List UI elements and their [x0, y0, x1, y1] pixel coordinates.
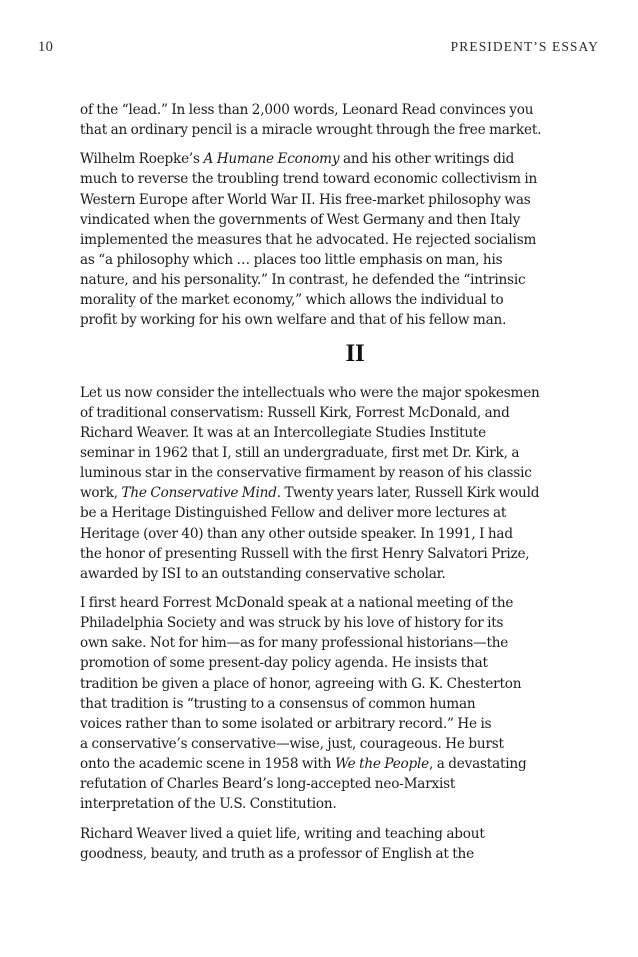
- text-line: a conservative’s conservative—wise, just, courageous. He burst: [80, 735, 504, 752]
- section-heading: II: [345, 339, 365, 367]
- italic-title: A Humane Economy: [203, 151, 340, 168]
- text-line: as “a philosophy which … places too little emphasis on man, his: [80, 251, 503, 268]
- paragraph-gap: [80, 815, 560, 824]
- text-line: own sake. Not for him—as for many professional historians—the: [80, 635, 509, 652]
- paragraph: [80, 149, 560, 330]
- text-line: luminous star in the conservative firmament by reason of his classic: [80, 465, 532, 482]
- text-line: Philadelphia Society and was struck by his love of history for its: [80, 615, 504, 632]
- text-line: of the “lead.” In less than 2,000 words, Leonard Read convinces you: [80, 102, 534, 118]
- text-line: of traditional conservatism: Russell Kirk, Forrest McDonald, and: [80, 404, 510, 421]
- text-line: nature, and his personality.” In contrast, he defended the “intrinsic: [80, 272, 526, 289]
- text-line: be a Heritage Distinguished Fellow and deliver more lectures at: [80, 505, 507, 522]
- running-header: [38, 39, 599, 59]
- text-line: promotion of some present-day policy agenda. He insists that: [80, 655, 488, 672]
- paragraph: [80, 593, 560, 815]
- text-line: morality of the market economy,” which allows the individual to: [80, 292, 504, 309]
- italic-title: The Conservative Mind: [121, 485, 277, 502]
- text-line: that an ordinary pencil is a miracle wrought through the free market.: [80, 122, 542, 139]
- text-line: vindicated when the governments of West Germany and then Italy: [80, 211, 521, 228]
- text-line: that tradition is “trusting to a consensus of common human: [80, 695, 476, 712]
- text-line: interpretation of the U.S. Constitution.: [80, 796, 337, 813]
- line-text-after: , a devastating: [429, 756, 527, 773]
- line-text-before: work,: [80, 485, 122, 502]
- italic-title: We the People: [334, 756, 430, 773]
- line-text-before: onto the academic scene in 1958 with: [80, 756, 335, 773]
- page-number: 10: [38, 39, 54, 55]
- paragraph: [80, 383, 560, 584]
- text-line: refutation of Charles Beard’s long-accepted neo-Marxist: [80, 776, 456, 793]
- text-line: implemented the measures that he advocated. He rejected socialism: [80, 231, 537, 248]
- text-line: Let us now consider the intellectuals who were the major spokesmen: [80, 384, 540, 401]
- line-text-after: and his other writings did: [339, 151, 515, 168]
- text-line: I first heard Forrest McDonald speak at a national meeting of the: [80, 594, 514, 611]
- text-line: [80, 149, 560, 169]
- text-line: Western Europe after World War II. His free-market philosophy was: [80, 191, 531, 208]
- line-text-after: . Twenty years later, Russell Kirk would: [276, 485, 540, 502]
- text-line: Richard Weaver. It was at an Intercollegiate Studies Institute: [80, 424, 487, 441]
- text-line: seminar in 1962 that I, still an undergraduate, first met Dr. Kirk, a: [80, 444, 520, 461]
- line-text-before: Wilhelm Roepke’s: [80, 151, 204, 168]
- running-section-label: PRESIDENT’S ESSAY: [450, 39, 599, 54]
- text-line: voices rather than to some isolated or arbitrary record.” He is: [80, 715, 492, 732]
- text-line: Heritage (over 40) than any other outside speaker. In 1991, I had: [80, 525, 513, 542]
- text-line: the honor of presenting Russell with the first Henry Salvatori Prize,: [80, 545, 530, 562]
- text-line: awarded by ISI to an outstanding conservative scholar.: [80, 565, 446, 582]
- paragraph: [80, 100, 560, 140]
- text-line: much to reverse the troubling trend toward economic collectivism in: [80, 171, 538, 188]
- paragraph: [80, 824, 560, 864]
- paragraph-gap: [80, 140, 560, 149]
- text-line: [80, 483, 560, 503]
- text-line: tradition be given a place of honor, agreeing with G. K. Chesterton: [80, 675, 522, 692]
- text-line: Richard Weaver lived a quiet life, writing and teaching about: [80, 825, 485, 842]
- text-line: [80, 754, 560, 774]
- essay-body: [80, 100, 560, 864]
- paragraph-gap: [80, 584, 560, 593]
- text-line: profit by working for his own welfare and that of his fellow man.: [80, 312, 507, 329]
- text-line: goodness, beauty, and truth as a professor of English at the: [80, 845, 474, 862]
